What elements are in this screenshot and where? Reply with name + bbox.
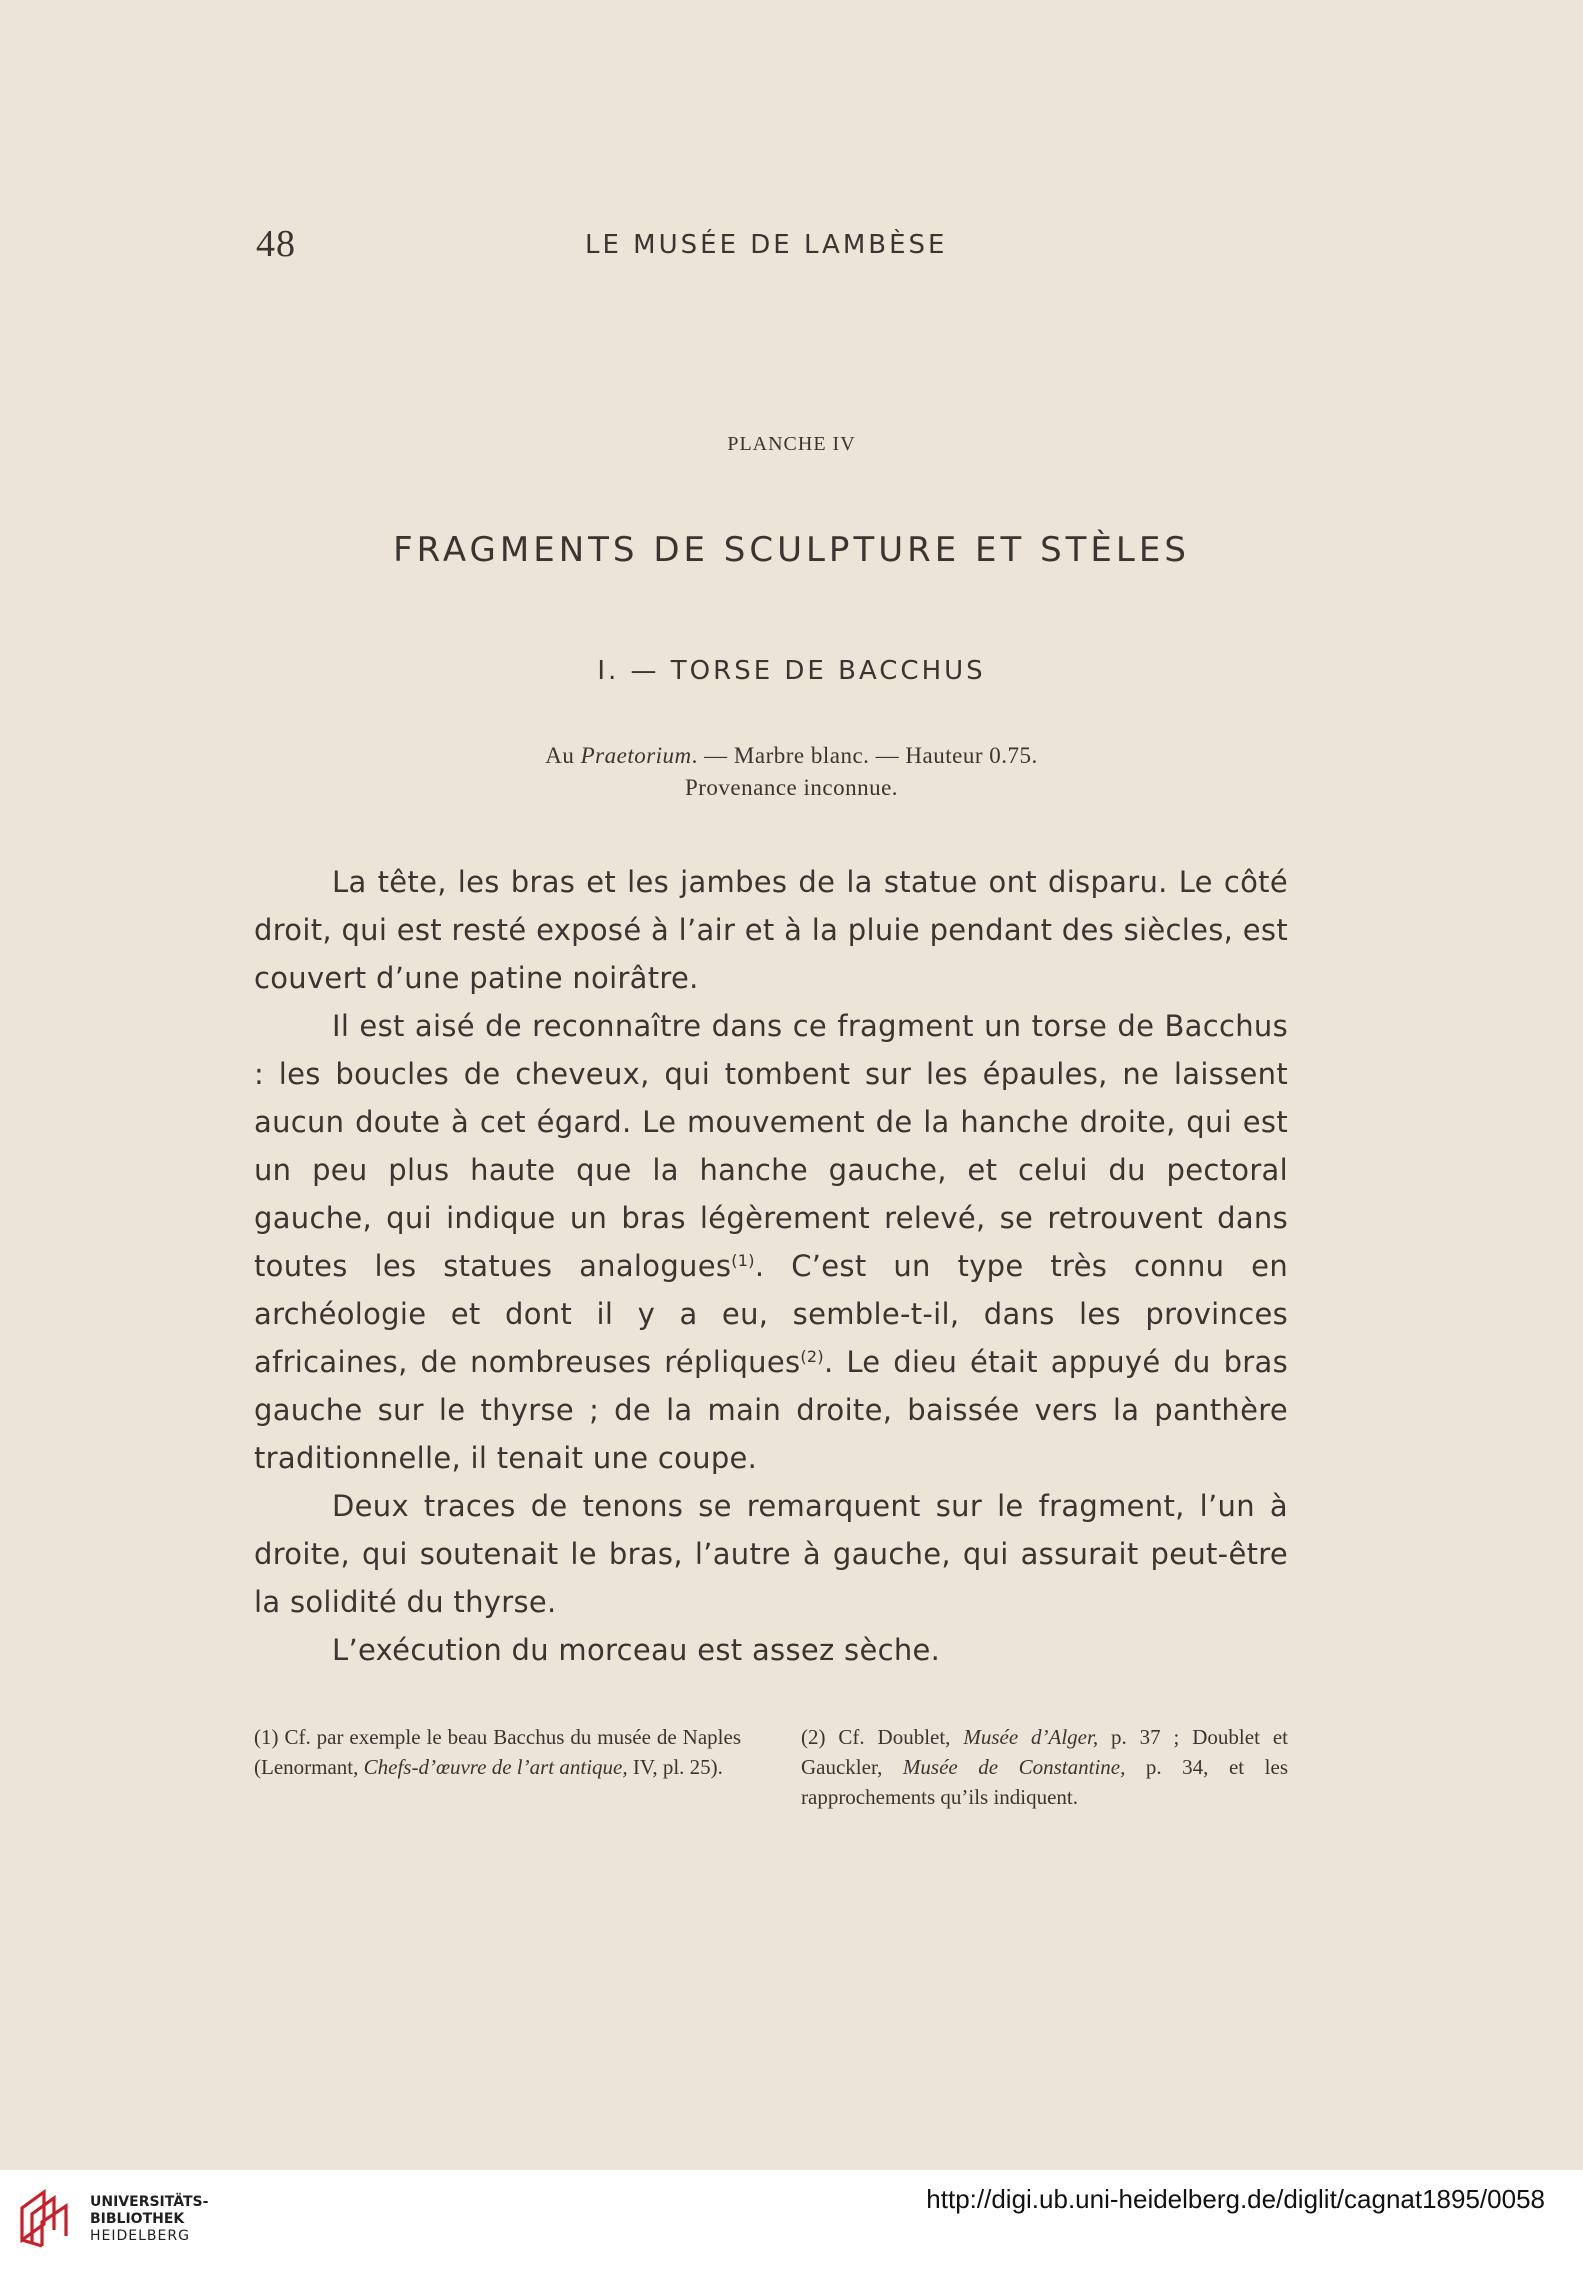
metadata-material-height: . — Marbre blanc. — Hauteur 0.75.	[691, 743, 1038, 768]
paragraph-2-part-b: . C’est un type très connu en archéologie et dont il y a eu, semble-t-il, dans les provinces africaines, de nombreuses répliques	[254, 1249, 1288, 1379]
page-number: 48	[256, 223, 296, 265]
paragraph-2-part-c: . Le dieu était appuyé du bras gauche sur le thyrse ; de la main droite, baissée vers la panthère traditionnelle, il tenait une coupe.	[254, 1345, 1288, 1475]
metadata-line-1	[0, 740, 1583, 772]
library-logo-icon[interactable]	[14, 2186, 76, 2248]
footnote-1-title: Chefs-d’œuvre de l’art antique,	[363, 1755, 628, 1779]
object-metadata	[0, 740, 1583, 804]
footnote-1-text-b: IV, pl. 25).	[627, 1755, 723, 1779]
metadata-line-2: Provenance inconnue.	[684, 775, 899, 800]
footnote-ref-2: (2)	[800, 1347, 824, 1366]
footnote-2-title-2: Musée de Constantine,	[902, 1755, 1126, 1779]
footnote-2-text-b: p. 37 ; Doublet et Gauckler,	[801, 1725, 1288, 1779]
paragraph-2-part-a: Il est aisé de reconnaître dans ce fragment un torse de Bacchus : les boucles de cheveux, qui tombent sur les épaules, ne laissent aucun doute à cet égard. Le mouvement de la hanche droite, qui est un peu plus haute que la hanche gauche, et celui du pectoral gauche, qui indique un bras légèrement relevé, se retrouvent dans toutes les statues analogues	[254, 1009, 1288, 1283]
footnote-2-title-1: Musée d’Alger,	[963, 1725, 1099, 1749]
library-name-line-2: BIBLIOTHEK	[90, 2211, 185, 2227]
plate-label: PLANCHE IV	[727, 433, 856, 455]
section-title: FRAGMENTS DE SCULPTURE ET STÈLES	[393, 530, 1190, 570]
footnote-2-text-a: (2) Cf. Doublet,	[801, 1725, 964, 1749]
source-url-link[interactable]: http://digi.ub.uni-heidelberg.de/diglit/cagnat1895/0058	[926, 2184, 1545, 2214]
footnote-1	[254, 1722, 741, 1782]
footnote-2	[801, 1722, 1288, 1812]
footnote-ref-1: (1)	[731, 1251, 755, 1270]
paragraph-3: Deux traces de tenons se remarquent sur le fragment, l’un à droite, qui soutenait le bras, l’autre à gauche, qui assurait peut-être la solidité du thyrse.	[254, 1489, 1288, 1619]
library-name-line-3: HEIDELBERG	[90, 2228, 190, 2244]
body-text	[254, 858, 1288, 1674]
paragraph-4: L’exécution du morceau est assez sèche.	[332, 1633, 941, 1667]
footnote-2-text-c: p. 34, et les rapprochements qu’ils indiquent.	[801, 1755, 1288, 1809]
subsection-title: I. — TORSE DE BACCHUS	[597, 656, 986, 686]
library-name[interactable]	[90, 2194, 208, 2245]
library-name-line-1: UNIVERSITÄTS-	[90, 2194, 209, 2210]
running-title: LE MUSÉE DE LAMBÈSE	[585, 230, 948, 260]
paragraph-1: La tête, les bras et les jambes de la statue ont disparu. Le côté droit, qui est resté exposé à l’air et à la pluie pendant des siècles, est couvert d’une patine noirâtre.	[254, 865, 1288, 995]
metadata-location-prefix: Au	[545, 743, 581, 768]
metadata-location: Praetorium	[580, 743, 692, 768]
running-head	[250, 222, 1300, 272]
footnote-1-text-a: (1) Cf. par exemple le beau Bacchus du musée de Naples (Lenormant,	[254, 1725, 741, 1779]
paragraph-2	[254, 1002, 1288, 1482]
footer-bar	[0, 2170, 1583, 2288]
